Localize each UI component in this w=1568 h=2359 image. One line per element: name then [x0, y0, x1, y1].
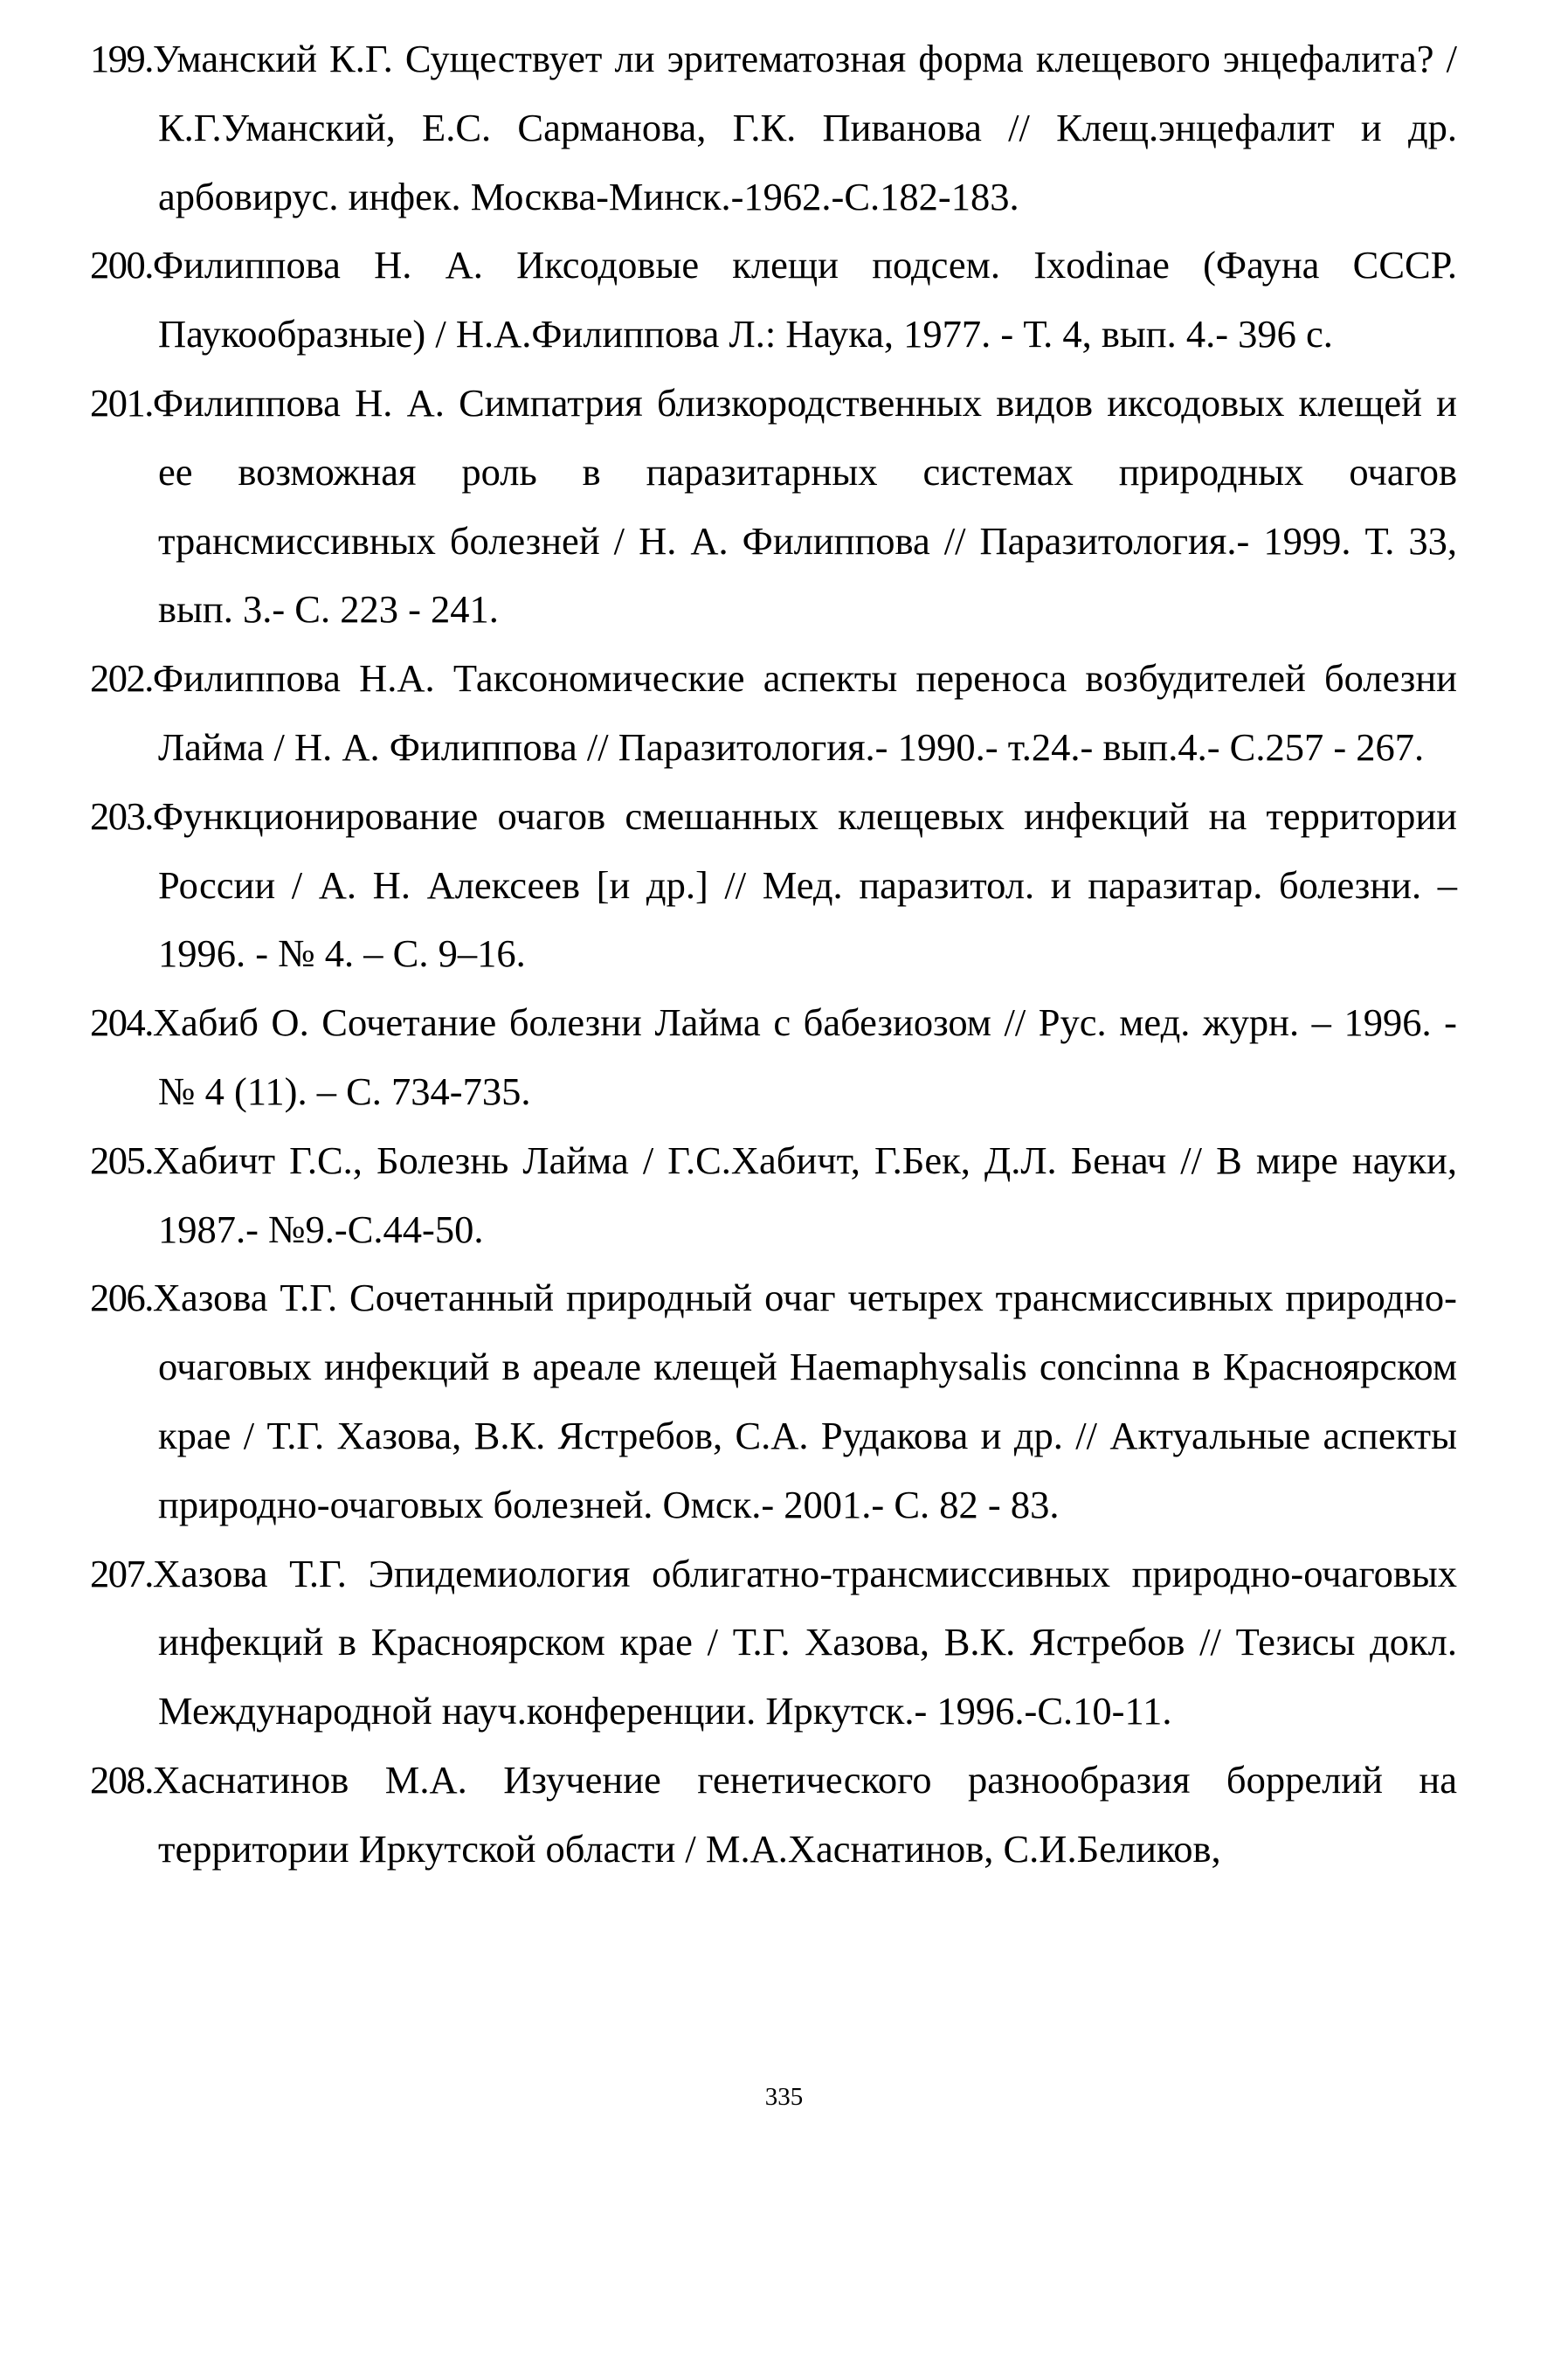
reference-number: 206. — [90, 1276, 153, 1320]
reference-text: Хазова Т.Г. Эпидемиология облигатно-трансмиссивных природно-очаговых инфекций в Красноярском крае / Т.Г. Хазова, В.К. Ястребов // Тезисы докл. Международной науч.конференции. Иркутск.- 1996.-С.10-11. — [152, 1551, 1457, 1733]
reference-text: Хаснатинов М.А. Изучение генетического разнообразия боррелий на территории Иркутской области / М.А.Хаснатинов, С.И.Беликов, — [152, 1757, 1457, 1871]
reference-list — [90, 24, 1457, 1884]
reference-text: Функционирование очагов смешанных клещевых инфекций на территории России / А. Н. Алексеев [и др.] // Мед. паразитол. и паразитар. болезни. – 1996. - № 4. – С. 9–16. — [152, 793, 1457, 976]
reference-number: 203. — [90, 793, 153, 838]
reference-text: Филиппова Н.А. Таксономические аспекты переноса возбудителей болезни Лайма / Н. А. Филиппова // Паразитология.- 1990.- т.24.- вып.4.- С.257 - 267. — [152, 656, 1457, 769]
reference-number: 208. — [90, 1757, 153, 1802]
reference-item-204 — [90, 988, 1457, 1126]
page-number: 335 — [764, 2083, 804, 2111]
reference-text: Филиппова Н. А. Иксодовые клещи подсем. Ixodinae (Фауна СССР. Паукообразные) / Н.А.Филиппова Л.: Наука, 1977. - Т. 4, вып. 4.- 396 с. — [152, 243, 1457, 356]
reference-number: 201. — [90, 380, 153, 425]
reference-item-200 — [90, 231, 1457, 369]
reference-text: Уманский К.Г. Существует ли эритематозная форма клещевого энцефалита? / К.Г.Уманский, Е.С. Сарманова, Г.К. Пиванова // Клещ.энцефалит и др. арбовирус. инфек. Москва-Минск.-1962.-С.182-183. — [152, 37, 1457, 218]
reference-number: 207. — [90, 1551, 153, 1595]
reference-item-208 — [90, 1746, 1457, 1884]
reference-text: Хазова Т.Г. Сочетанный природный очаг четырех трансмиссивных природно-очаговых инфекций в ареале клещей Haemaphysalis concinna в Красноярском крае / Т.Г. Хазова, В.К. Ястребов, С.А. Рудакова и др. // Актуальные аспекты природно-очаговых болезней. Омск.- 2001.- С. 82 - 83. — [152, 1276, 1457, 1526]
reference-item-206 — [90, 1263, 1457, 1539]
reference-item-202 — [90, 644, 1457, 782]
reference-item-205 — [90, 1126, 1457, 1264]
reference-number: 204. — [90, 1000, 153, 1045]
reference-number: 199. — [90, 37, 153, 80]
reference-item-199 — [90, 24, 1457, 231]
reference-text: Хабиб О. Сочетание болезни Лайма с бабезиозом // Рус. мед. журн. – 1996. - № 4 (11). – С. 734-735. — [152, 1000, 1457, 1113]
reference-text: Хабичт Г.С., Болезнь Лайма / Г.С.Хабичт, Г.Бек, Д.Л. Бенач // В мире науки, 1987.- №9.-С.44-50. — [152, 1138, 1457, 1251]
reference-item-201 — [90, 369, 1457, 644]
reference-number: 202. — [90, 656, 153, 701]
reference-item-203 — [90, 782, 1457, 988]
reference-item-207 — [90, 1539, 1457, 1746]
reference-text: Филиппова Н. А. Симпатрия близкородственных видов иксодовых клещей и ее возможная роль в паразитарных системах природных очагов трансмиссивных болезней / Н. А. Филиппова // Паразитология.- 1999. Т. 33, вып. 3.- С. 223 - 241. — [152, 380, 1457, 632]
reference-number: 200. — [90, 243, 153, 287]
reference-number: 205. — [90, 1138, 153, 1182]
